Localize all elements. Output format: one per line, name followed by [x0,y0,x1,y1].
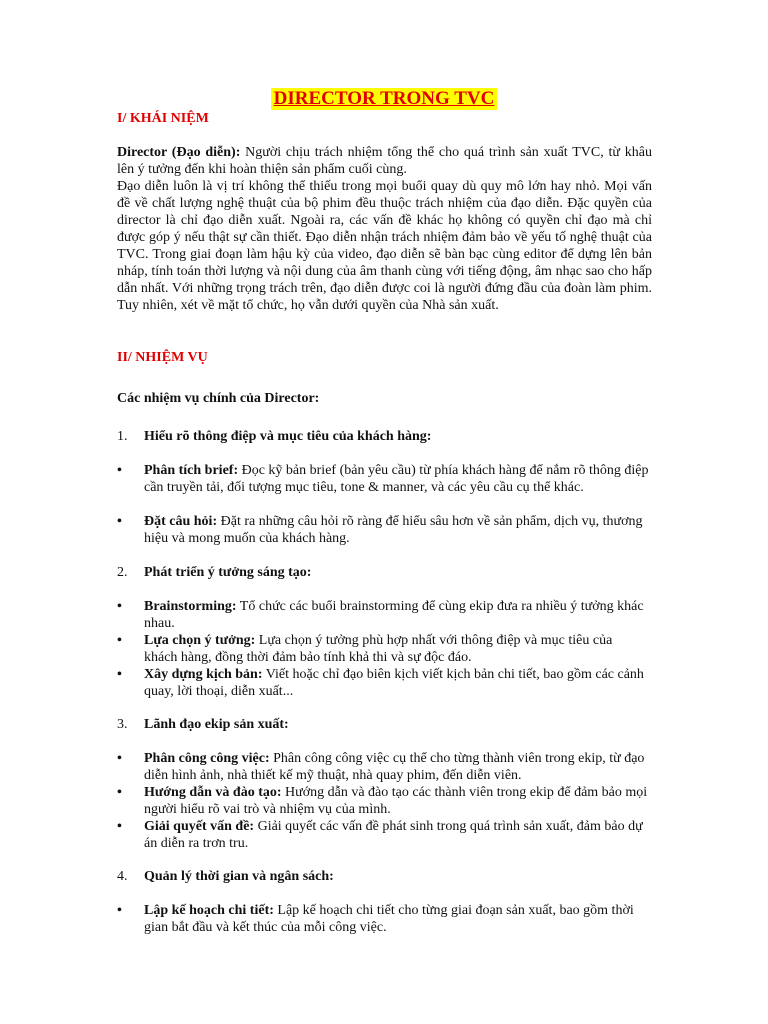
duty-2-bullet-1 [117,598,652,632]
bullet-text: Tổ chức các buổi brainstorming để cùng ekip đưa ra nhiều ý tưởng khác nhau. [144,599,644,631]
document-title: DIRECTOR TRONG TVC [271,88,498,110]
duty-1-bullet-2 [117,513,652,547]
bullet-text: Viết hoặc chỉ đạo biên kịch viết kịch bản chi tiết, bao gồm các cảnh quay, lời thoại, diễn xuất... [144,667,644,699]
duty-3-bullet-2 [117,784,652,818]
duty-2-bullet-3 [117,666,652,700]
duty-item-title: Hiểu rõ thông điệp và mục tiêu của khách hàng: [144,429,432,444]
bullet-text: Đặt ra những câu hỏi rõ ràng để hiểu sâu hơn về sản phẩm, dịch vụ, thương hiệu và mong muốn của khách hàng. [144,514,643,546]
bullet-label: Giải quyết vấn đề: [144,819,255,834]
bullet-label: Phân công công việc: [144,751,270,766]
duty-3-bullet-3 [117,818,652,852]
bullet-label: Lập kế hoạch chi tiết: [144,903,274,918]
bullet-marker: • [117,463,122,478]
director-description: Đạo diễn luôn là vị trí không thể thiếu trong mọi buổi quay dù quy mô lớn hay nhỏ. Mọi vấn đề về chất lượng nghệ thuật của bộ phim đều thuộc trách nhiệm của đạo diễn. Đặc quyền của director là chỉ đạo diễn xuất. Ngoài ra, các vấn đề khác họ không có quyền chỉ đạo mà chỉ được góp ý nếu thật sự cần thiết. Đạo diễn nhận trách nhiệm đảm bảo về yếu tố nghệ thuật của TVC. Trong giai đoạn làm hậu kỳ của video, đạo diễn sẽ bàn bạc cùng editor để dựng lên bản nháp, tính toán thời lượng và nội dung của âm thanh cùng với tiếng động, âm nhạc sao cho hấp dẫn nhất. Với những trọng trách trên, đạo diễn được coi là người đứng đầu của đoàn làm phim. Tuy nhiên, xét về mặt tổ chức, họ vẫn dưới quyền của Nhà sản xuất. [117,179,652,313]
duty-3-bullet-1 [117,750,652,784]
duty-4-bullet-1 [117,902,652,936]
bullet-text: Lập kế hoạch chi tiết cho từng giai đoạn sản xuất, bao gồm thời gian bắt đầu và kết thúc của mỗi công việc. [144,903,634,935]
bullet-marker: • [117,633,122,648]
duty-item-number: 3. [117,717,128,732]
bullet-marker: • [117,667,122,682]
bullet-text: Giải quyết các vấn đề phát sinh trong quá trình sản xuất, đảm bảo dự án diễn ra trơn tru. [144,819,643,851]
bullet-marker: • [117,514,122,529]
bullet-label: Hướng dẫn và đào tạo: [144,785,282,800]
bullet-label: Phân tích brief: [144,463,239,478]
document-title-wrap [0,88,768,110]
definition-term: Director (Đạo diễn): [117,145,241,160]
duty-item-4-heading [117,868,334,885]
bullet-text: Đọc kỹ bản brief (bản yêu cầu) từ phía khách hàng để nắm rõ thông điệp cần truyền tải, đối tượng mục tiêu, tone & manner, và các yêu cầu cụ thể khác. [144,463,649,495]
bullet-marker: • [117,751,122,766]
duty-item-3-heading [117,716,289,733]
duty-1-bullet-1 [117,462,652,496]
duty-item-number: 2. [117,565,128,580]
section-heading-concept: I/ KHÁI NIỆM [117,111,209,126]
bullet-label: Đặt câu hỏi: [144,514,218,529]
duty-item-2-heading [117,564,311,581]
duty-item-title: Phát triển ý tưởng sáng tạo: [144,565,312,580]
director-definition [117,144,652,178]
bullet-marker: • [117,903,122,918]
duty-item-1-heading [117,428,431,445]
definition-text: Người chịu trách nhiệm tổng thể cho quá trình sản xuất TVC, từ khâu lên ý tưởng đến khi hoàn thiện sản phẩm cuối cùng. [117,145,652,177]
bullet-marker: • [117,599,122,614]
duty-2-bullet-2 [117,632,652,666]
duty-item-title: Quản lý thời gian và ngân sách: [144,869,334,884]
bullet-marker: • [117,819,122,834]
duty-item-number: 4. [117,869,128,884]
duties-intro: Các nhiệm vụ chính của Director: [117,391,320,406]
duty-item-number: 1. [117,429,128,444]
bullet-label: Brainstorming: [144,599,237,614]
bullet-text: Lựa chọn ý tưởng phù hợp nhất với thông điệp và mục tiêu của khách hàng, đồng thời đảm bảo tính khả thi và sự độc đáo. [144,633,613,665]
bullet-label: Xây dựng kịch bản: [144,667,263,682]
bullet-label: Lựa chọn ý tưởng: [144,633,256,648]
section-heading-duties: II/ NHIỆM VỤ [117,350,208,365]
duty-item-title: Lãnh đạo ekip sản xuất: [144,717,289,732]
bullet-marker: • [117,785,122,800]
bullet-text: Hướng dẫn và đào tạo các thành viên trong ekip để đảm bảo mọi người hiểu rõ vai trò và nhiệm vụ của mình. [144,785,648,817]
bullet-text: Phân công công việc cụ thể cho từng thành viên trong ekip, từ đạo diễn hình ảnh, nhà thiết kế mỹ thuật, nhà quay phim, đến diễn viên. [144,751,645,783]
